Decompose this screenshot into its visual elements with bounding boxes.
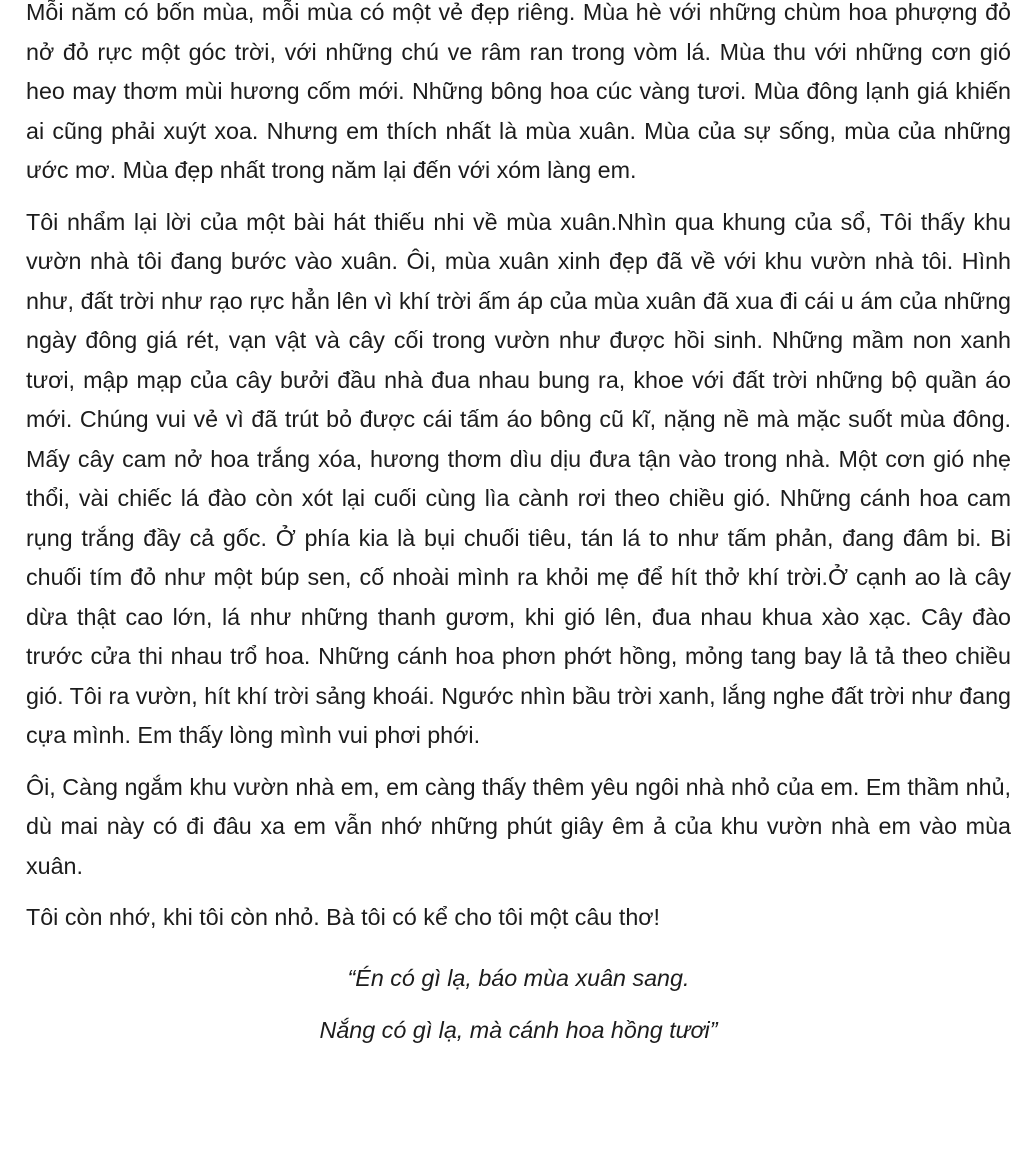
paragraph-memory: Tôi còn nhớ, khi tôi còn nhỏ. Bà tôi có kể cho tôi một câu thơ! — [26, 904, 661, 930]
document-body — [26, 0, 1011, 1056]
paragraph-garden: Tôi nhẩm lại lời của một bài hát thiếu nhi về mùa xuân.Nhìn qua khung của sổ, Tôi thấy khu vườn nhà tôi đang bước vào xuân. Ôi, mùa xuân xinh đẹp đã về với khu vườn nhà tôi. Hình như, đất trời như rạo rực hẳn lên vì khí trời ấm áp của mùa xuân đã xua đi cái u ám của những ngày đông giá rét, vạn vật và cây cối trong vườn như được hồi sinh. Những mầm non xanh tươi, mập mạp của cây bưởi đầu nhà đua nhau bung ra, khoe với đất trời những bộ quần áo mới. Chúng vui vẻ vì đã trút bỏ được cái tấm áo bông cũ kĩ, nặng nề mà mặc suốt mùa đông. Mấy cây cam nở hoa trắng xóa, hương thơm dìu dịu đưa tận vào trong nhà. Một cơn gió nhẹ thổi, vài chiếc lá đào còn xót lại cuối cùng lìa cành rơi theo chiều gió. Những cánh hoa cam rụng trắng đầy cả gốc. Ở phía kia là bụi chuối tiêu, tán lá to như tấm phản, đang đâm bi. Bi chuối tím đỏ như một búp sen, cố nhoài mình ra khỏi mẹ để hít thở khí trời.Ở cạnh ao là cây dừa thật cao lớn, lá như những thanh gươm, khi gió lên, đua nhau khua xào xạc. Cây đào trước cửa thi nhau trổ hoa. Những cánh hoa phơn phớt hồng, mỏng tang bay lả tả theo chiều gió. Tôi ra vườn, hít khí trời sảng khoái. Ngước nhìn bầu trời xanh, lắng nghe đất trời như đang cựa mình. Em thấy lòng mình vui phơi phới. — [26, 208, 1011, 748]
paragraph-reflection: Ôi, Càng ngắm khu vườn nhà em, em càng thấy thêm yêu ngôi nhà nhỏ của em. Em thầm nhủ, dù mai này có đi đâu xa em vẫn nhớ những phút giây êm ả của khu vườn nhà em vào mùa xuân. — [26, 773, 1011, 879]
poem-quote — [26, 952, 1011, 1056]
poem-line-2: Nắng có gì lạ, mà cánh hoa hồng tươi” — [319, 1016, 718, 1043]
poem-line-1: “Én có gì lạ, báo mùa xuân sang. — [347, 964, 690, 991]
paragraph-intro: Mỗi năm có bốn mùa, mỗi mùa có một vẻ đẹp riêng. Mùa hè với những chùm hoa phượng đỏ nở đỏ rực một góc trời, với những chú ve râm ran trong vòm lá. Mùa thu với những cơn gió heo may thơm mùi hương cốm mới. Những bông hoa cúc vàng tươi. Mùa đông lạnh giá khiến ai cũng phải xuýt xoa. Nhưng em thích nhất là mùa xuân. Mùa của sự sống, mùa của những ước mơ. Mùa đẹp nhất trong năm lại đến với xóm làng em. — [26, 0, 1011, 183]
